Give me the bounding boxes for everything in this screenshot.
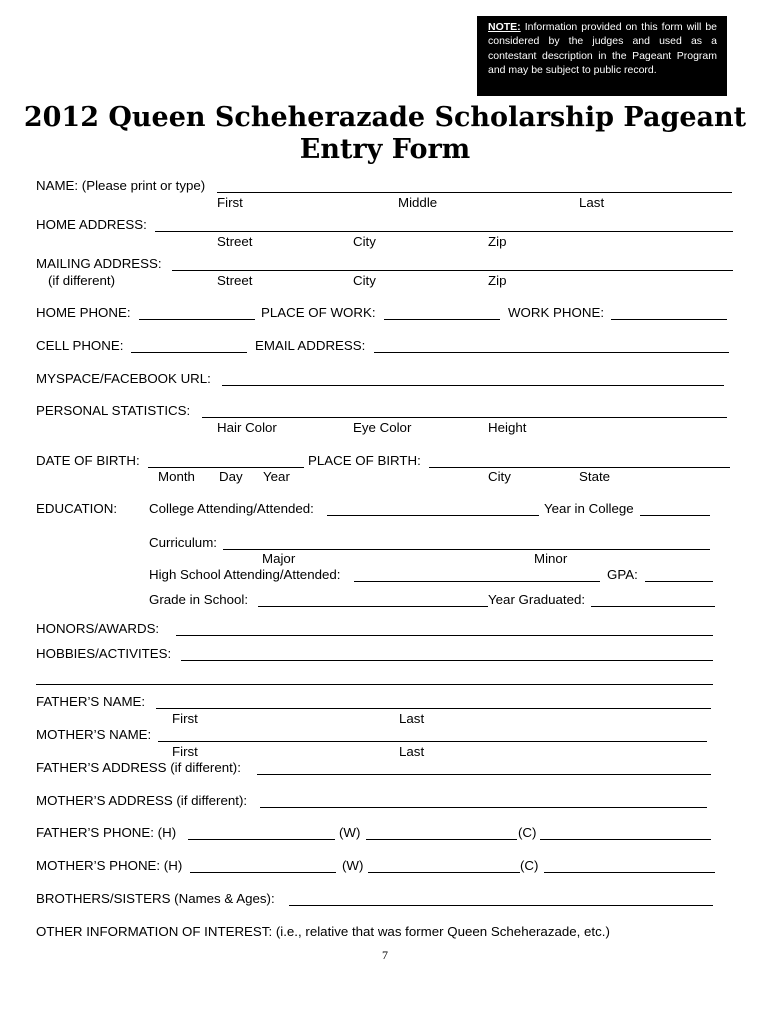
mailing-address-label: MAILING ADDRESS: [36,256,162,271]
personal-stats-label: PERSONAL STATISTICS: [36,403,191,418]
personal-stats-line[interactable] [202,417,727,418]
name-middle-caption: Middle [398,195,438,210]
curriculum-label: Curriculum: [149,535,217,550]
year-graduated-line[interactable] [591,606,715,607]
fathers-address-line[interactable] [257,774,711,775]
email-line[interactable] [374,352,729,353]
work-phone-label: WORK PHONE: [508,305,605,320]
gpa-label: GPA: [607,567,638,582]
page-number: 7 [382,948,388,962]
home-phone-label: HOME PHONE: [36,305,131,320]
siblings-label: BROTHERS/SISTERS (Names & Ages): [36,891,275,906]
fathers-name-line[interactable] [156,708,711,709]
siblings-line[interactable] [289,905,713,906]
mothers-address-label: MOTHER’S ADDRESS (if different): [36,793,248,808]
fathers-name-label: FATHER’S NAME: [36,694,146,709]
grade-in-school-line[interactable] [258,606,488,607]
name-label: NAME: (Please print or type) [36,178,206,193]
mothers-address-line[interactable] [260,807,707,808]
gpa-line[interactable] [645,581,713,582]
name-line[interactable] [217,192,732,193]
fathers-last-caption: Last [399,711,425,726]
hobbies-label: HOBBIES/ACTIVITES: [36,646,172,661]
birth-state-caption: State [579,469,611,484]
month-caption: Month [158,469,195,484]
fathers-address-label: FATHER’S ADDRESS (if different): [36,760,241,775]
college-line[interactable] [327,515,539,516]
form-title: 2012 Queen Scheherazade Scholarship Pageant [23,102,747,133]
work-phone-line[interactable] [611,319,727,320]
myspace-line[interactable] [222,385,724,386]
birth-city-caption: City [488,469,511,484]
place-of-work-label: PLACE OF WORK: [261,305,376,320]
height-caption: Height [488,420,527,435]
hobbies-extra-line[interactable] [36,684,713,685]
home-city-caption: City [353,234,376,249]
mothers-phone-c-label: (C) [520,858,539,873]
mailing-if-different: (if different) [48,273,116,288]
cell-phone-label: CELL PHONE: [36,338,124,353]
fathers-phone-h-line[interactable] [188,839,335,840]
mothers-phone-label: MOTHER’S PHONE: (H) [36,858,183,873]
place-of-work-line[interactable] [384,319,500,320]
mailing-address-line[interactable] [172,270,733,271]
day-caption: Day [219,469,243,484]
home-street-caption: Street [217,234,253,249]
mothers-phone-c-line[interactable] [544,872,715,873]
note-label: NOTE: [488,21,521,33]
high-school-line[interactable] [354,581,600,582]
honors-label: HONORS/AWARDS: [36,621,160,636]
mothers-phone-w-line[interactable] [368,872,520,873]
mothers-name-line[interactable] [158,741,707,742]
education-label: EDUCATION: [36,501,118,516]
mailing-city-caption: City [353,273,376,288]
fathers-phone-w-label: (W) [339,825,361,840]
other-info-label: OTHER INFORMATION OF INTEREST: (i.e., relative that was former Queen Scheherazade, etc.) [36,924,610,939]
year-graduated-label: Year Graduated: [488,592,586,607]
place-of-birth-label: PLACE OF BIRTH: [308,453,421,468]
home-address-label: HOME ADDRESS: [36,217,147,232]
mothers-phone-h-line[interactable] [190,872,336,873]
note-text: Information provided on this form will be considered by the judges and used as a contestant description in the Pageant Program and may be subject to public record. [488,21,718,77]
curriculum-line[interactable] [223,549,710,550]
high-school-label: High School Attending/Attended: [149,567,341,582]
fathers-phone-c-label: (C) [518,825,537,840]
privacy-note [477,16,727,96]
name-first-caption: First [217,195,243,210]
college-label: College Attending/Attended: [149,501,314,516]
eye-color-caption: Eye Color [353,420,412,435]
home-phone-line[interactable] [139,319,255,320]
home-address-line[interactable] [155,231,733,232]
place-of-birth-line[interactable] [429,467,730,468]
cell-phone-line[interactable] [131,352,247,353]
myspace-label: MYSPACE/FACEBOOK URL: [36,371,211,386]
dob-line[interactable] [148,467,304,468]
hobbies-line[interactable] [181,660,713,661]
email-label: EMAIL ADDRESS: [255,338,366,353]
dob-label: DATE OF BIRTH: [36,453,140,468]
fathers-phone-label: FATHER’S PHONE: (H) [36,825,177,840]
mothers-first-caption: First [172,744,198,759]
grade-in-school-label: Grade in School: [149,592,249,607]
year-in-college-line[interactable] [640,515,710,516]
fathers-phone-c-line[interactable] [540,839,711,840]
name-last-caption: Last [579,195,605,210]
home-zip-caption: Zip [488,234,507,249]
honors-line[interactable] [176,635,713,636]
form-subtitle: Entry Form [299,134,471,165]
year-caption: Year [263,469,290,484]
mothers-last-caption: Last [399,744,425,759]
major-caption: Major [262,551,296,566]
mothers-phone-w-label: (W) [342,858,364,873]
mailing-zip-caption: Zip [488,273,507,288]
fathers-first-caption: First [172,711,198,726]
minor-caption: Minor [534,551,568,566]
year-in-college-label: Year in College [544,501,634,516]
fathers-phone-w-line[interactable] [366,839,517,840]
mothers-name-label: MOTHER’S NAME: [36,727,152,742]
mailing-street-caption: Street [217,273,253,288]
hair-color-caption: Hair Color [217,420,277,435]
